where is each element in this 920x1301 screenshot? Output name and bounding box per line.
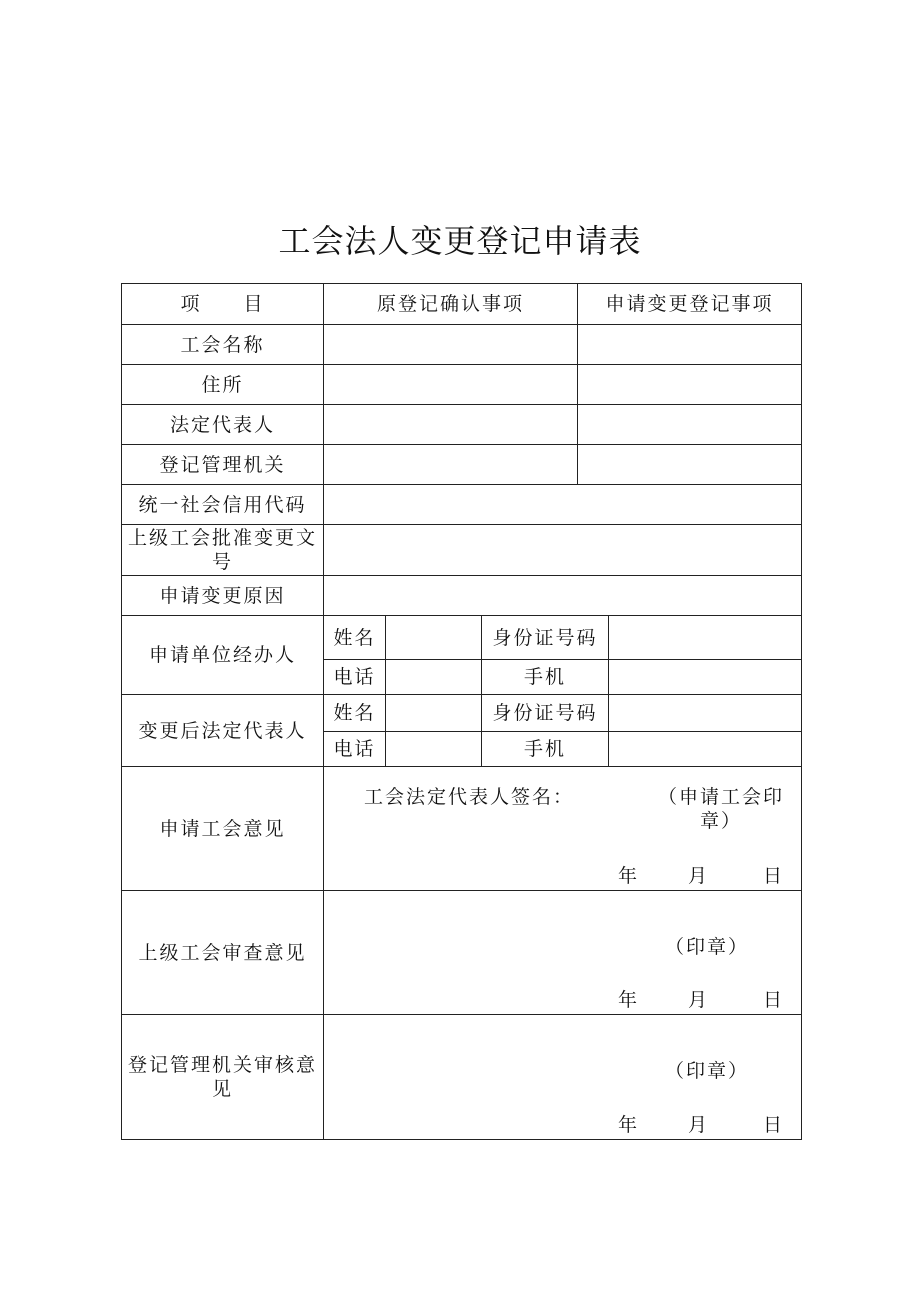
date-year: 年 [618,989,640,1011]
row-legal-rep [122,405,802,445]
reg-authority-change-field[interactable] [578,445,802,485]
label-legal-rep: 法定代表人 [122,405,324,445]
approval-doc-field[interactable] [324,525,802,576]
handler-mobile-field[interactable] [609,660,802,695]
row-union-name [122,325,802,365]
row-newrep-name [122,695,802,732]
row-authority-opinion [122,1015,802,1140]
superior-opinion-field[interactable] [324,891,802,1015]
label-new-rep: 变更后法定代表人 [122,695,324,767]
application-form-table [121,283,802,1140]
date-day: 日 [763,865,785,887]
date-day: 日 [763,1114,785,1136]
row-credit-code [122,485,802,525]
authority-opinion-field[interactable] [324,1015,802,1140]
label-newrep-phone: 电话 [324,732,386,767]
newrep-id-field[interactable] [609,695,802,732]
row-applicant-opinion [122,767,802,891]
handler-phone-field[interactable] [386,660,482,695]
credit-code-field[interactable] [324,485,802,525]
label-applicant-opinion: 申请工会意见 [122,767,324,891]
legal-rep-change-field[interactable] [578,405,802,445]
union-name-change-field[interactable] [578,325,802,365]
label-superior-opinion: 上级工会审查意见 [122,891,324,1015]
date-month: 月 [688,1114,710,1136]
header-item: 项 目 [122,284,324,325]
row-reg-authority [122,445,802,485]
header-change: 申请变更登记事项 [578,284,802,325]
address-change-field[interactable] [578,365,802,405]
label-newrep-mobile: 手机 [482,732,609,767]
handler-name-field[interactable] [386,616,482,660]
row-superior-opinion [122,891,802,1015]
superior-seal-label: （印章） [665,936,750,958]
label-handler: 申请单位经办人 [122,616,324,695]
label-approval-doc: 上级工会批准变更文号 [122,525,324,576]
row-approval-doc [122,525,802,576]
date-month: 月 [688,865,710,887]
date-year: 年 [618,865,640,887]
label-handler-name: 姓名 [324,616,386,660]
label-newrep-name: 姓名 [324,695,386,732]
reg-authority-original-field[interactable] [324,445,578,485]
superior-date-row [618,988,788,1012]
row-address [122,365,802,405]
header-row [122,284,802,325]
label-handler-phone: 电话 [324,660,386,695]
applicant-seal-label: （申请工会印章） [658,786,785,832]
label-union-name: 工会名称 [122,325,324,365]
applicant-opinion-field[interactable] [324,767,802,891]
date-month: 月 [688,989,710,1011]
newrep-name-field[interactable] [386,695,482,732]
row-handler-name [122,616,802,660]
form-title: 工会法人变更登记申请表 [278,222,642,260]
date-year: 年 [618,1114,640,1136]
signature-label: 工会法定代表人签名： [364,786,575,808]
newrep-phone-field[interactable] [386,732,482,767]
address-original-field[interactable] [324,365,578,405]
union-name-original-field[interactable] [324,325,578,365]
label-address: 住所 [122,365,324,405]
label-reg-authority: 登记管理机关 [122,445,324,485]
applicant-date-row [618,864,788,888]
label-authority-opinion: 登记管理机关审核意见 [122,1015,324,1140]
label-newrep-id: 身份证号码 [482,695,609,732]
row-change-reason [122,576,802,616]
authority-date-row [618,1113,788,1137]
date-day: 日 [763,989,785,1011]
newrep-mobile-field[interactable] [609,732,802,767]
legal-rep-original-field[interactable] [324,405,578,445]
label-change-reason: 申请变更原因 [122,576,324,616]
change-reason-field[interactable] [324,576,802,616]
label-credit-code: 统一社会信用代码 [122,485,324,525]
label-handler-mobile: 手机 [482,660,609,695]
handler-id-field[interactable] [609,616,802,660]
authority-seal-label: （印章） [665,1060,750,1082]
header-original: 原登记确认事项 [324,284,578,325]
label-handler-id: 身份证号码 [482,616,609,660]
